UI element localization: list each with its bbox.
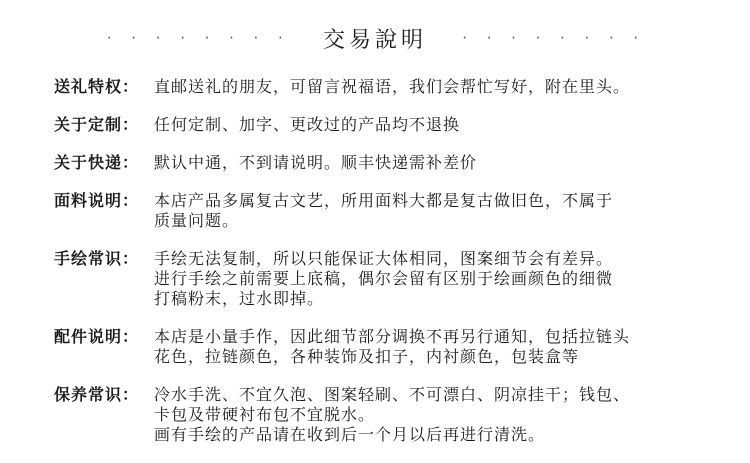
info-row-handpaint bbox=[54, 249, 734, 309]
info-label: 送礼特权： bbox=[54, 77, 140, 96]
info-label: 手绘常识： bbox=[54, 249, 140, 268]
info-row-fabric bbox=[54, 191, 734, 231]
info-text: 本店产品多属复古文艺，所用面料大都是复古做旧色，不属于 质量问题。 bbox=[154, 191, 614, 230]
info-row-shipping bbox=[54, 153, 734, 173]
info-row-gift bbox=[54, 77, 734, 97]
right-dot-divider: · · · · · · · · bbox=[461, 31, 645, 45]
info-text: 任何定制、加字、更改过的产品均不退换 bbox=[154, 115, 461, 134]
page-header bbox=[0, 20, 750, 56]
page-title: 交易說明 bbox=[322, 27, 427, 53]
info-label: 配件说明： bbox=[54, 327, 140, 346]
info-text: 直邮送礼的朋友，可留言祝福语，我们会帮忙写好，附在里头。 bbox=[154, 77, 631, 96]
info-text: 默认中通，不到请说明。顺丰快递需补差价 bbox=[154, 153, 478, 172]
info-row-accessories bbox=[54, 327, 734, 367]
info-text: 冷水手洗、不宜久泡、图案轻刷、不可漂白、阴凉挂干；钱包、 卡包及带硬衬布包不宜脱水。 画有手绘的产品请在收到后一个月以后再进行清洗。 bbox=[154, 385, 631, 444]
info-label: 关于快递： bbox=[54, 153, 140, 172]
info-row-custom bbox=[54, 115, 734, 135]
info-label: 关于定制： bbox=[54, 115, 140, 134]
left-dot-divider: · · · · · · · · bbox=[105, 31, 289, 45]
info-list bbox=[54, 77, 734, 463]
info-label: 面料说明： bbox=[54, 191, 140, 210]
info-text: 本店是小量手作，因此细节部分调换不再另行通知，包括拉链头 花色，拉链颜色，各种装饰及扣子，内衬颜色，包装盒等 bbox=[154, 327, 631, 366]
info-label: 保养常识： bbox=[54, 385, 140, 404]
info-text: 手绘无法复制，所以只能保证大体相同，图案细节会有差异。 进行手绘之前需要上底稿，偶尔会留有区别于绘画颜色的细微 打稿粉末，过水即掉。 bbox=[154, 249, 614, 308]
info-row-care bbox=[54, 385, 734, 445]
